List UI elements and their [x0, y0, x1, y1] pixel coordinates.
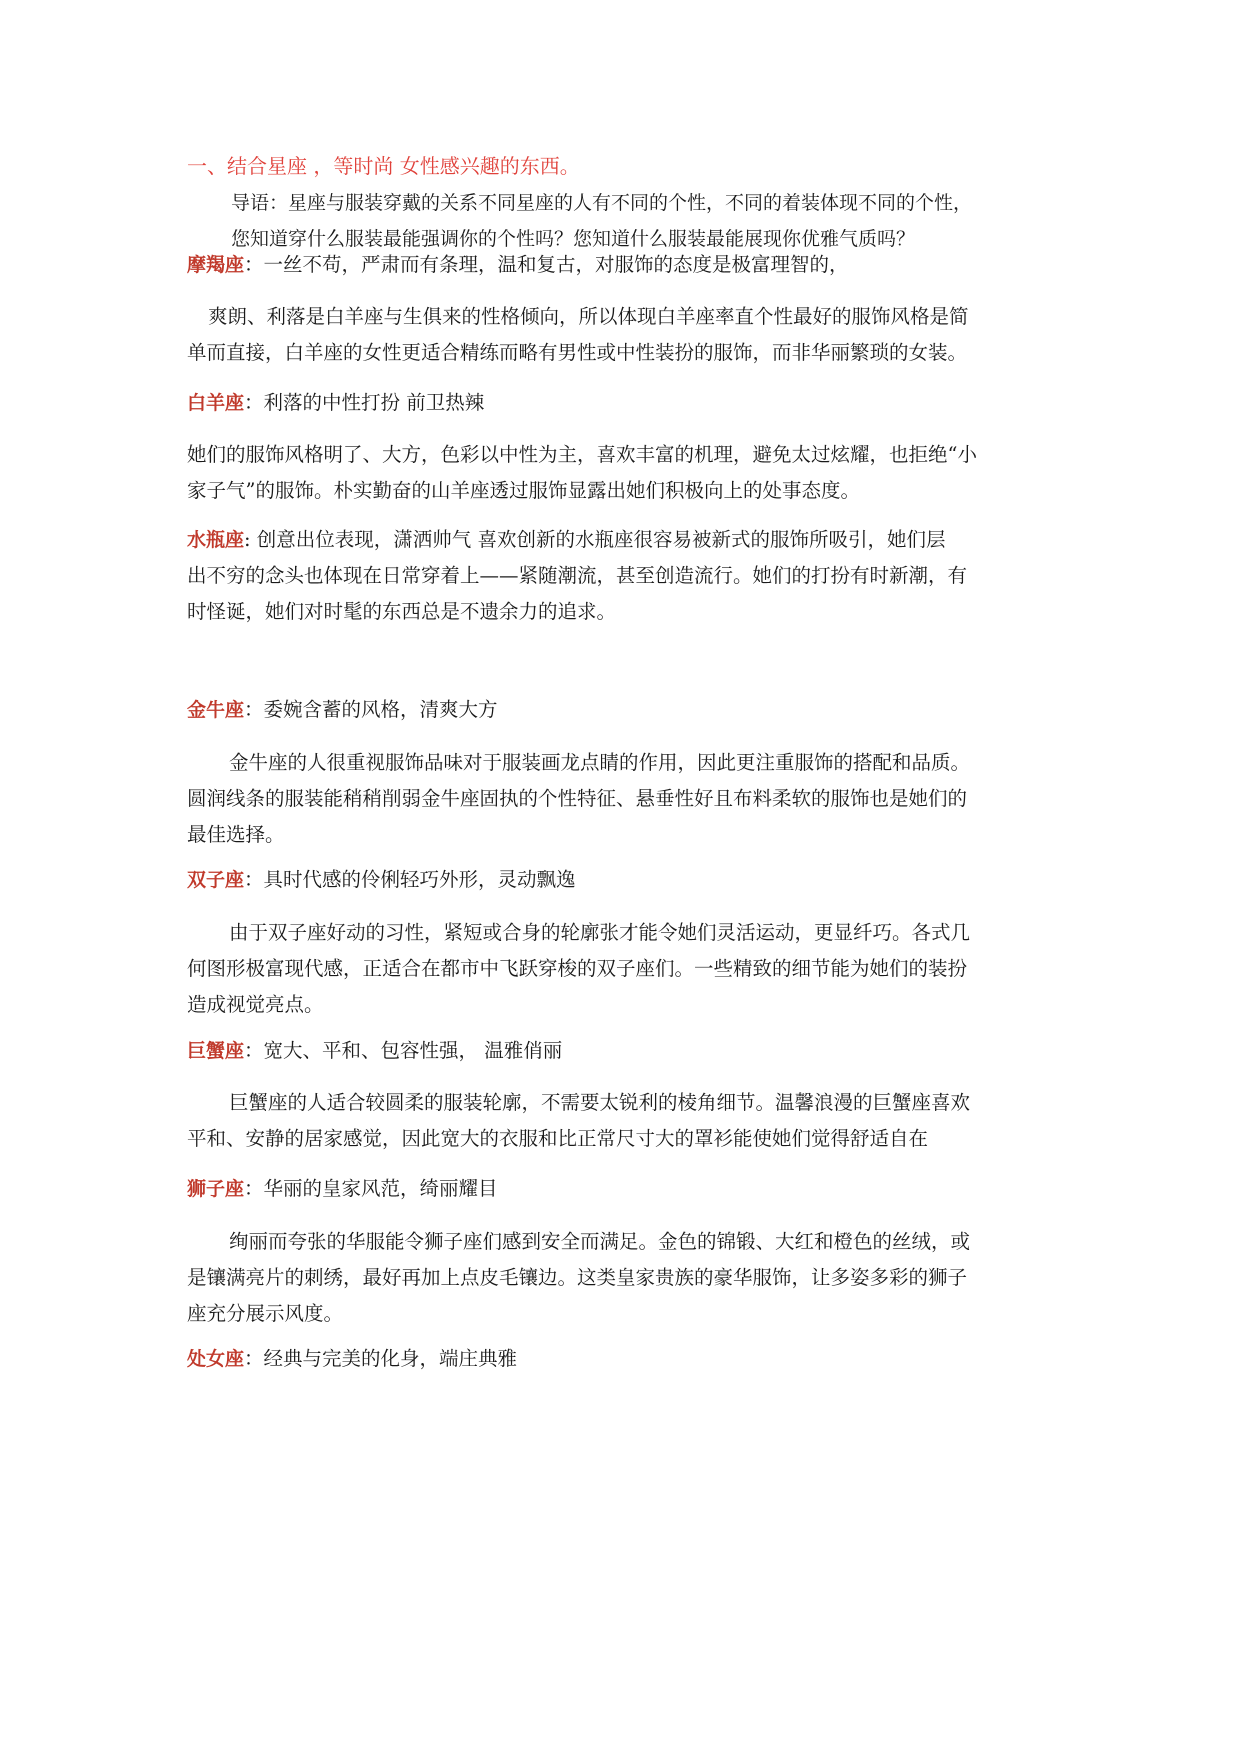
cancer-heading	[187, 1033, 1062, 1069]
paragraph-line: 爽朗、利落是白羊座与生俱来的性格倾向，所以体现白羊座率直个性最好的服饰风格是简	[208, 305, 969, 328]
capricorn-description	[187, 437, 1062, 509]
gemini-heading	[187, 862, 1062, 898]
paragraph-line: 时怪诞，她们对时髦的东西总是不遗余力的追求。	[187, 600, 617, 623]
sign-label-taurus: 金牛座	[187, 699, 245, 721]
taurus-heading	[187, 692, 1062, 728]
paragraph-line: 由于双子座好动的习性，紧短或合身的轮廓张才能令她们灵活运动，更显纤巧。各式几	[229, 921, 971, 944]
sign-label-virgo: 处女座	[187, 1348, 245, 1370]
sign-label-cancer: 巨蟹座	[187, 1040, 245, 1062]
intro-line: 您知道穿什么服装最能强调你的个性吗？您知道什么服装最能展现你优雅气质吗？	[231, 228, 916, 250]
sign-summary: ：利落的中性打扮 前卫热辣	[244, 391, 485, 414]
paragraph-line: 何图形极富现代感，正适合在都市中飞跃穿梭的双子座们。一些精致的细节能为她们的装扮	[187, 957, 968, 980]
paragraph-line: 家子气”的服饰。朴实勤奋的山羊座透过服饰显露出她们积极向上的处事态度。	[187, 479, 860, 502]
paragraph-line: 单而直接，白羊座的女性更适合精练而略有男性或中性装扮的服饰，而非华丽繁琐的女装。	[187, 341, 968, 364]
sign-summary: ：具时代感的伶俐轻巧外形，灵动飘逸	[244, 868, 576, 891]
leo-heading	[187, 1171, 1062, 1207]
paragraph-line: 最佳选择。	[187, 823, 285, 846]
paragraph-line: 圆润线条的服装能稍稍削弱金牛座固执的个性特征、悬垂性好且布料柔软的服饰也是她们的	[187, 787, 968, 810]
paragraph-line: 她们的服饰风格明了、大方，色彩以中性为主，喜欢丰富的机理，避免太过炫耀，也拒绝“小	[187, 443, 977, 466]
sign-label-aquarius: 水瓶座	[187, 529, 245, 551]
cancer-description	[187, 1085, 1062, 1157]
paragraph-line: 座充分展示风度。	[187, 1302, 344, 1325]
aries-description	[187, 299, 1062, 371]
sign-label-leo: 狮子座	[187, 1178, 245, 1200]
paragraph-line: 金牛座的人很重视服饰品味对于服装画龙点睛的作用，因此更注重服饰的搭配和品质。	[229, 751, 971, 774]
sign-summary: ：华丽的皇家风范，绮丽耀目	[244, 1177, 498, 1200]
leo-description	[187, 1224, 1062, 1332]
sign-summary: ：委婉含蓄的风格，清爽大方	[244, 698, 498, 721]
virgo-heading	[187, 1341, 1062, 1377]
aries-heading	[187, 385, 1062, 421]
paragraph-line: 绚丽而夸张的华服能令狮子座们感到安全而满足。金色的锦锻、大红和橙色的丝绒，或	[229, 1230, 971, 1253]
sign-summary: : 创意出位表现，潇洒帅气 喜欢创新的水瓶座很容易被新式的服饰所吸引，她们层	[244, 528, 946, 551]
sign-summary: ：宽大、平和、包容性强， 温雅俏丽	[244, 1039, 563, 1062]
paragraph-line: 出不穷的念头也体现在日常穿着上——紧随潮流，甚至创造流行。她们的打扮有时新潮，有	[187, 564, 968, 587]
section-heading: 一、结合星座 ，等时尚 女性感兴趣的东西。	[187, 154, 580, 178]
paragraph-line: 平和、安静的居家感觉，因此宽大的衣服和比正常尺寸大的罩衫能使她们觉得舒适自在	[187, 1127, 929, 1150]
gemini-description	[187, 915, 1062, 1023]
sign-label-gemini: 双子座	[187, 869, 245, 891]
paragraph-line: 造成视觉亮点。	[187, 993, 324, 1016]
taurus-description	[187, 745, 1062, 853]
paragraph-line	[187, 522, 1062, 558]
paragraph-line: 是镶满亮片的刺绣，最好再加上点皮毛镶边。这类皇家贵族的豪华服饰，让多姿多彩的狮子	[187, 1266, 968, 1289]
sign-summary: ：一丝不苟，严肃而有条理，温和复古，对服饰的态度是极富理智的，	[244, 253, 849, 276]
capricorn-heading	[187, 247, 1062, 283]
paragraph-line: 巨蟹座的人适合较圆柔的服装轮廓，不需要太锐利的棱角细节。温馨浪漫的巨蟹座喜欢	[229, 1091, 971, 1114]
sign-label-capricorn: 摩羯座	[187, 254, 245, 276]
sign-summary: ：经典与完美的化身，端庄典雅	[244, 1347, 518, 1370]
intro-line: 导语：星座与服装穿戴的关系不同星座的人有不同的个性，不同的着装体现不同的个性，	[231, 192, 973, 214]
aquarius-paragraph	[187, 522, 1062, 630]
sign-label-aries: 白羊座	[187, 392, 245, 414]
